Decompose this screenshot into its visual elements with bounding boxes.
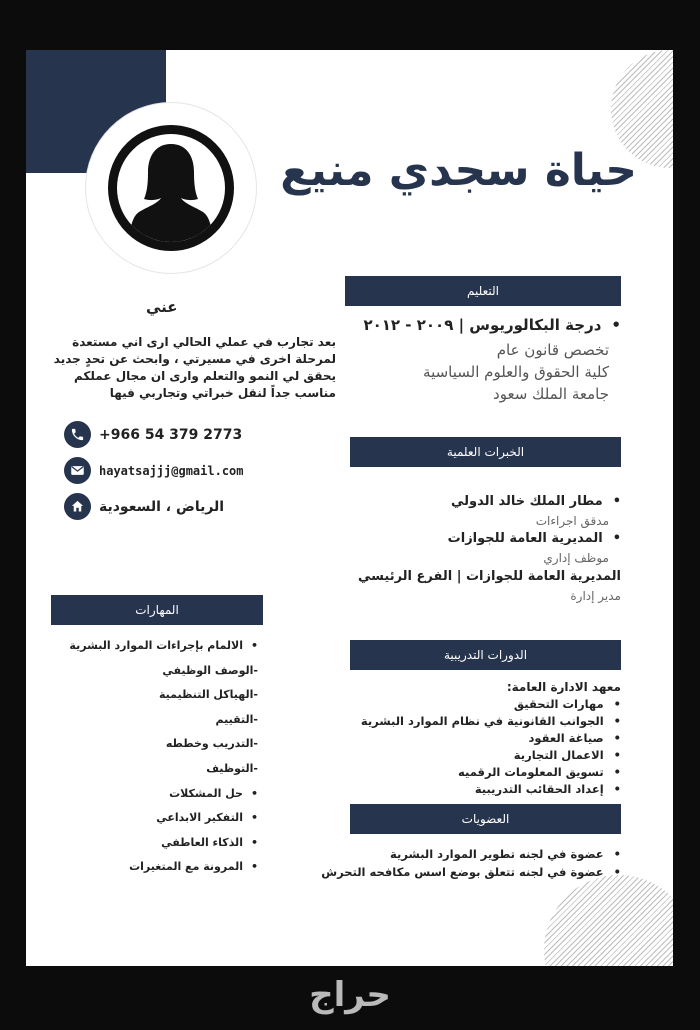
- about-title: عني: [146, 298, 178, 316]
- watermark-logo: حراج: [309, 975, 391, 1015]
- experience-role: مدير إدارة: [570, 589, 621, 603]
- skills-list: [46, 634, 258, 880]
- education-major: تخصص قانون عام: [496, 341, 609, 359]
- list-item: -التدريب وخططه: [165, 737, 258, 751]
- hatched-circle-decoration: [544, 875, 673, 966]
- contact-phone-row: [64, 421, 242, 448]
- courses-header: الدورات التدريبية: [350, 640, 621, 670]
- courses-institute: معهد الادارة العامة:: [506, 680, 621, 694]
- email-icon: [64, 457, 91, 484]
- experience-role: مدقق اجراءات: [535, 514, 609, 528]
- contact-location-row: [64, 493, 224, 520]
- list-item: -الهياكل التنظيمية: [158, 688, 258, 702]
- skills-header: المهارات: [51, 595, 263, 625]
- avatar: [86, 103, 256, 273]
- education-degree: • درجة البكالوريوس | ٢٠٠٩ - ٢٠١٢: [363, 316, 621, 334]
- avatar-silhouette-icon: [108, 125, 234, 251]
- list-item: • صياغة العقود: [321, 730, 621, 747]
- experience-header: الخبرات العلمية: [350, 437, 621, 467]
- contact-email: hayatsajjj@gmail.com: [99, 463, 244, 478]
- experience-org: • المديرية العامة للجوازات: [448, 531, 621, 546]
- experience-role: موظف إداري: [543, 551, 609, 565]
- list-item: • حل المشكلات: [46, 782, 258, 807]
- education-college: كلية الحقوق والعلوم السياسية: [423, 363, 609, 381]
- experience-org: المديرية العامة للجوازات | الفرع الرئيسي: [358, 569, 621, 584]
- list-item: • الجوانب القانونية في نظام الموارد البشرية: [321, 713, 621, 730]
- list-item: -الوصف الوظيفي: [162, 663, 258, 677]
- resume-page: [26, 50, 673, 966]
- list-item: • الالمام بإجراءات الموارد البشرية: [46, 634, 258, 659]
- list-item: • عضوة في لجنه تطوير الموارد البشرية: [301, 845, 621, 863]
- memberships-header: العضويات: [350, 804, 621, 834]
- list-item: • الاعمال التجارية: [321, 747, 621, 764]
- list-item: • مهارات التحقيق: [321, 696, 621, 713]
- contact-phone: +966 54 379 2773: [99, 426, 243, 443]
- list-item: • تسويق المعلومات الرقميه: [321, 764, 621, 781]
- list-item: • عضوة في لجنه تتعلق بوضع اسس مكافحه التحرش: [301, 863, 621, 881]
- memberships-list: [301, 845, 621, 881]
- contact-location: الرياض ، السعودية: [99, 498, 225, 515]
- experience-org: • مطار الملك خالد الدولي: [451, 494, 621, 509]
- list-item: -التقييم: [215, 712, 258, 726]
- list-item: • إعداد الحقائب التدريبية: [321, 781, 621, 798]
- courses-list: [321, 696, 621, 798]
- education-university: جامعة الملك سعود: [493, 385, 609, 403]
- list-item: • المرونة مع المتغيرات: [46, 855, 258, 880]
- page-title: حياة سجدي منيع: [280, 145, 637, 196]
- list-item: • الذكاء العاطفي: [46, 831, 258, 856]
- home-icon: [64, 493, 91, 520]
- about-text: بعد تجارب في عملي الحالي ارى اني مستعدة لمرحلة اخرى في مسيرتي ، وابحث عن تحدٍ جديد يحقق لي النمو والتعلم وارى ان مجال عملكم مناسب جداً لنقل خبراتي وتجاربي فيها: [53, 335, 336, 400]
- phone-icon: [64, 421, 91, 448]
- list-item: -التوظيف: [206, 761, 258, 775]
- education-header: التعليم: [345, 276, 621, 306]
- list-item: • التفكير الابداعي: [46, 806, 258, 831]
- contact-email-row: [64, 457, 244, 484]
